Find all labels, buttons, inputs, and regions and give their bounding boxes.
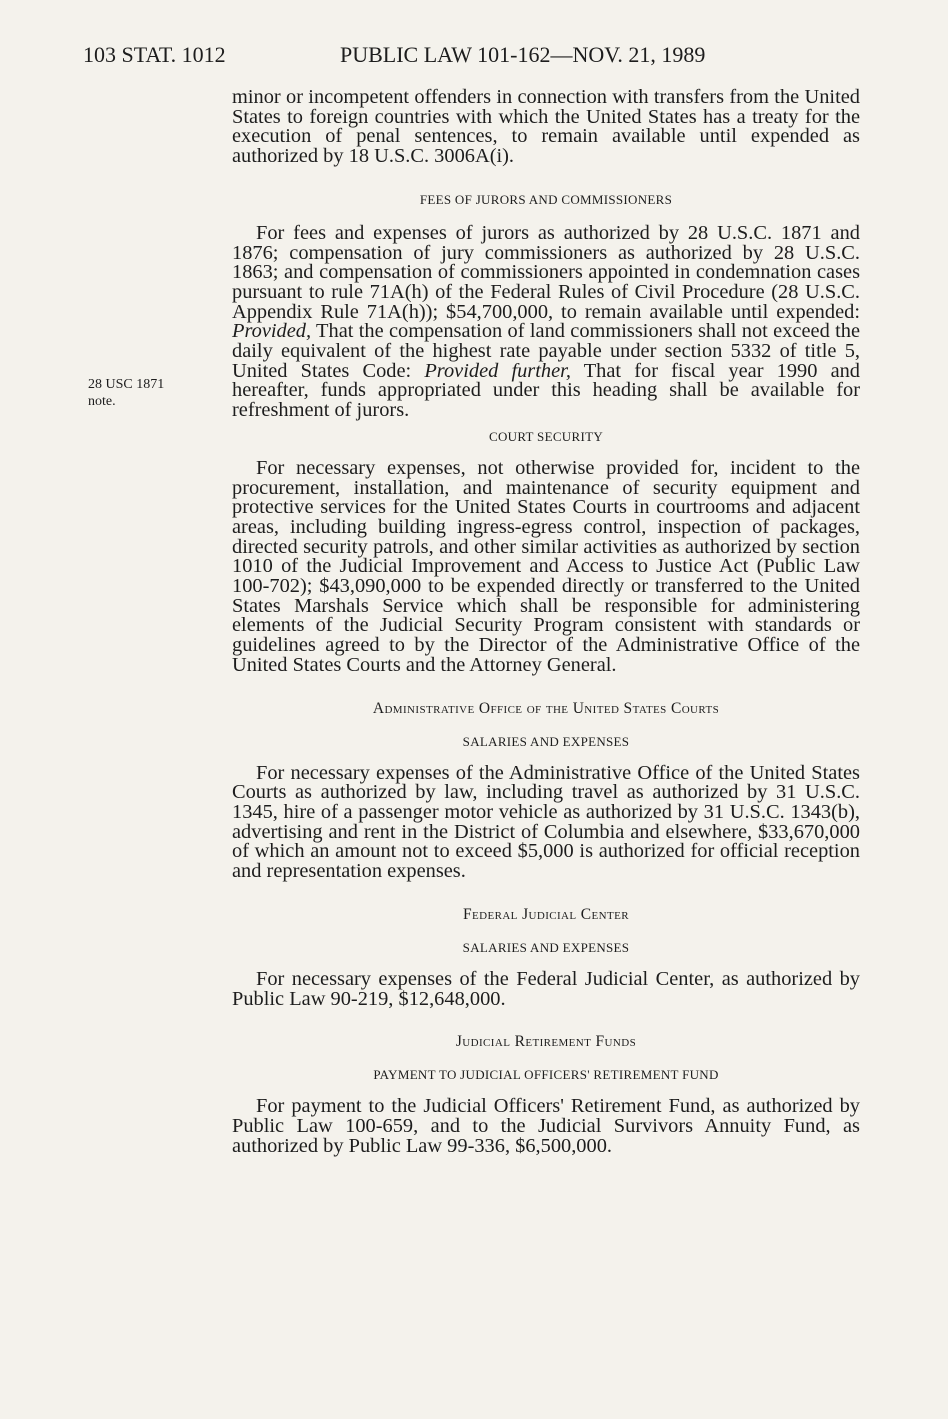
jurors-provided: Provided, bbox=[232, 320, 312, 343]
margin-note bbox=[88, 376, 208, 410]
continued-paragraph: minor or incompetent offenders in connection with transfers from the United States to foreign countries with which the United States has a treaty for the execution of penal sentences, to remain available until expended as authorized by 18 U.S.C. 3006A(i). bbox=[232, 86, 860, 168]
statute-page-number: 103 STAT. 1012 bbox=[83, 42, 226, 67]
admin-office-subheading: SALARIES AND EXPENSES bbox=[462, 733, 630, 749]
admin-office-paragraph: For necessary expenses of the Administrative Office of the United States Courts as authorized by law, including travel as authorized by 31 U.S.C. 1345, hire of a passenger motor vehicle as authorized by 31 U.S.C. 1343(b), advertising and rent in the District of Columbia and elsewhere, $33,670,000 of which an amount not to exceed $5,000 is authorized for official reception and representation expenses. bbox=[232, 761, 860, 883]
margin-note-citation: 28 USC 1871 bbox=[88, 377, 165, 392]
page-running-title: PUBLIC LAW 101-162—NOV. 21, 1989 bbox=[340, 42, 706, 67]
admin-office-heading: Administrative Office of the United States Courts bbox=[372, 699, 720, 717]
fjc-paragraph: For necessary expenses of the Federal Judicial Center, as authorized by Public Law 90-219, $12,648,000. bbox=[232, 967, 860, 1010]
body-column bbox=[232, 88, 860, 1156]
fjc-subheading: SALARIES AND EXPENSES bbox=[462, 939, 630, 955]
retirement-subheading: PAYMENT TO JUDICIAL OFFICERS' RETIREMENT FUND bbox=[373, 1067, 719, 1083]
retirement-heading: Judicial Retirement Funds bbox=[455, 1033, 637, 1051]
fjc-heading: Federal Judicial Center bbox=[463, 905, 629, 923]
court-security-paragraph: For necessary expenses, not otherwise provided for, incident to the procurement, installation, and maintenance of security equipment and protective services for the United States Courts in courtrooms and adjacent areas, including building ingress-egress control, inspection of packages, directed security patrols, and other similar activities as authorized by section 1010 of the Judicial Improvement and Access to Justice Act (Public Law 100-702); $43,090,000 to be expended directly or transferred to the United States Marshals Service which shall be responsible for administering elements of the Judicial Security Program consistent with standards or guidelines agreed to by the Director of the Administrative Office of the United States Courts and the Attorney General. bbox=[232, 456, 860, 676]
jurors-heading: FEES OF JURORS AND COMMISSIONERS bbox=[419, 191, 673, 207]
jurors-text-b: That the compensation of land commissioners shall not exceed the daily equivalent of the highest rate payable under section 5332 of title 5, United States Code: bbox=[232, 320, 860, 382]
jurors-paragraph bbox=[232, 221, 861, 422]
jurors-text-c: That for fiscal year 1990 and hereafter, funds appropriated under this heading shall be available for refreshment of jurors. bbox=[232, 359, 861, 422]
margin-note-label: note. bbox=[88, 394, 116, 409]
jurors-provided-further: Provided further, bbox=[424, 359, 571, 382]
court-security-heading: COURT SECURITY bbox=[488, 428, 604, 444]
retirement-paragraph: For payment to the Judicial Officers' Retirement Fund, as authorized by Public Law 100-659, and to the Judicial Survivors Annuity Fund, as authorized by Public Law 99-336, $6,500,000. bbox=[232, 1095, 860, 1157]
jurors-text-a: For fees and expenses of jurors as authorized by 28 U.S.C. 1871 and 1876; compensation of jury commissioners as authorized by 28 U.S.C. 1863; and compensation of commissioners appointed in condemnation cases pursuant to rule 71A(h) of the Federal Rules of Civil Procedure (28 U.S.C. Appendix Rule 71A(h)); $54,700,000, to remain available until expended: bbox=[232, 221, 860, 323]
